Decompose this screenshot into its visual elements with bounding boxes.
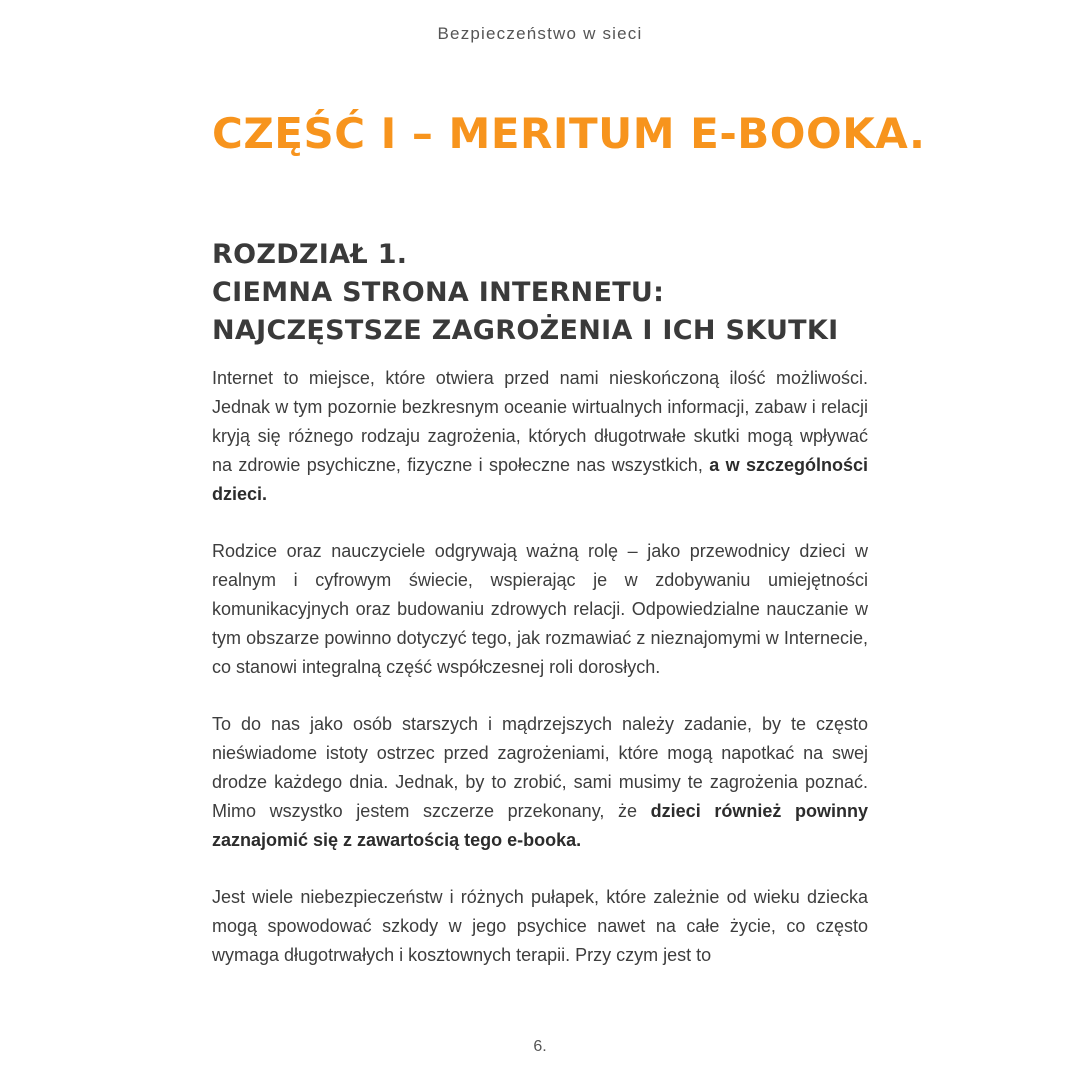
paragraph-4 (212, 883, 868, 970)
paragraph-4-text: Jest wiele niebezpieczeństw i różnych pułapek, które zależnie od wieku dziecka mogą spowodować szkody w jego psychice nawet na całe życie, co często wymaga długotrwałych i kosztownych terapii. Przy czym jest to (212, 887, 868, 965)
paragraph-2-text: Rodzice oraz nauczyciele odgrywają ważną rolę – jako przewodnicy dzieci w realnym i cyfrowym świecie, wspierając je w zdobywaniu umiejętności komunikacyjnych oraz budowaniu zdrowych relacji. Odpowiedzialne nauczanie w tym obszarze powinno dotyczyć tego, jak rozmawiać z nieznajomymi w Internecie, co stanowi integralną część współczesnej roli dorosłych. (212, 541, 868, 677)
chapter-title (212, 236, 868, 350)
paragraph-3 (212, 710, 868, 855)
chapter-number: ROZDZIAŁ 1. (212, 239, 408, 270)
page-number: 6. (533, 1038, 547, 1055)
paragraph-1 (212, 364, 868, 509)
page-content (212, 104, 926, 998)
running-header: Bezpieczeństwo w sieci (437, 24, 643, 43)
chapter-heading: CIEMNA STRONA INTERNETU: (212, 277, 665, 308)
paragraph-2 (212, 537, 868, 682)
chapter-subheading: NAJCZĘSTSZE ZAGROŻENIA I ICH SKUTKI (212, 315, 839, 346)
paragraph-1-emphasis: a w szczególności dzieci. (212, 455, 868, 504)
part-title: CZĘŚĆ I – MERITUM E-BOOKA. (212, 109, 926, 158)
paragraph-1-text: Internet to miejsce, które otwiera przed nami nieskończoną ilość możliwości. Jednak w tym pozornie bezkresnym oceanie wirtualnych informacji, zabaw i relacji kryją się różnego rodzaju zagrożenia, których długotrwałe skutki mogą wpływać na zdrowie psychiczne, fizyczne i społeczne nas wszystkich, (212, 368, 868, 475)
paragraph-3-emphasis: dzieci również powinny zaznajomić się z zawartością tego e-booka. (212, 801, 868, 850)
body-text (212, 364, 868, 970)
paragraph-3-text: To do nas jako osób starszych i mądrzejszych należy zadanie, by te często nieświadome istoty ostrzec przed zagrożeniami, które mogą napotkać na swej drodze każdego dnia. Jednak, by to zrobić, sami musimy te zagrożenia poznać. Mimo wszystko jestem szczerze przekonany, że (212, 714, 868, 821)
